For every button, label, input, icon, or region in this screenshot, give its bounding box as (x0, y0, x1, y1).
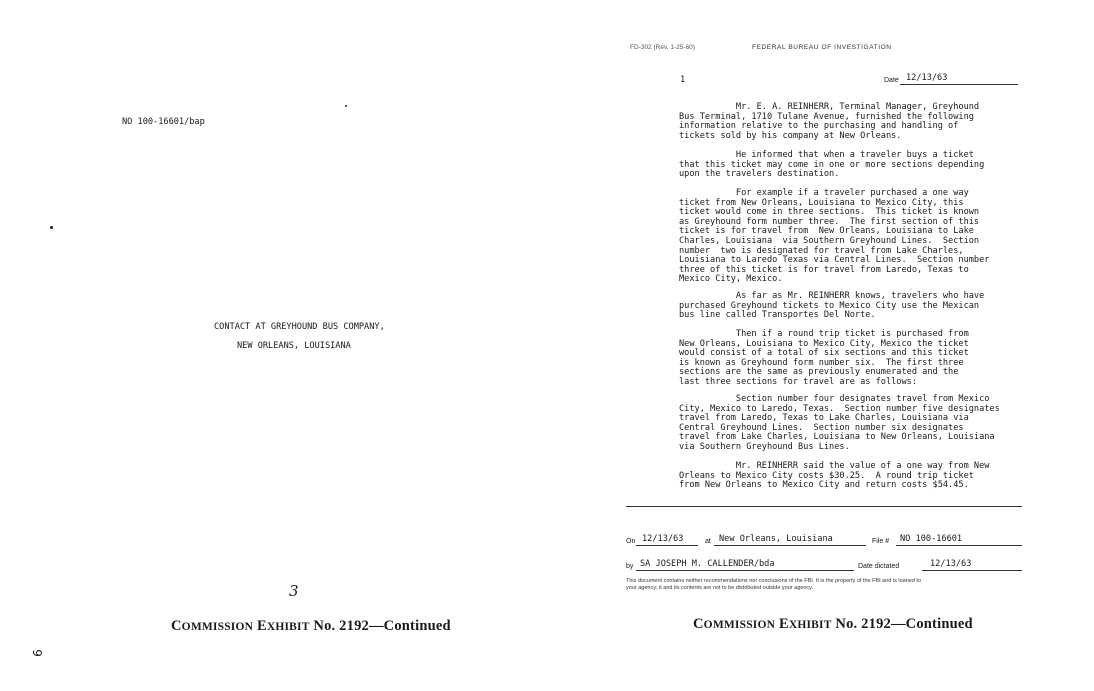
by-value: SA JOSEPH M. CALLENDER/bda (640, 559, 775, 569)
dictated-value: 12/13/63 (930, 559, 972, 569)
agency-header: FEDERAL BUREAU OF INVESTIGATION (752, 44, 892, 51)
at-underline (714, 545, 866, 546)
form-id: FD-302 (Rev. 1-25-60) (630, 44, 695, 51)
left-commission-caption: COMMISSION EXHIBIT No. 2192—Continued (171, 618, 451, 634)
on-label: On (626, 538, 636, 545)
dictated-underline (922, 570, 1022, 571)
on-underline (636, 545, 698, 546)
handwritten-page-number: 3 (289, 582, 299, 600)
dictated-label: Date dictated (858, 563, 900, 570)
at-label: at (705, 538, 711, 545)
footer-divider (626, 506, 1022, 507)
by-label: by (626, 563, 634, 570)
file-underline (896, 545, 1022, 546)
date-underline (900, 84, 1018, 85)
stray-mark (50, 226, 53, 229)
report-paragraph: Then if a round trip ticket is purchased from New Orleans, Louisiana to Mexico City, Mexico the ticket would consist of a total of six sections and this ticket is known as Greyhound form number six. The first three sections are the same as previously enumerated and the last three sections for travel are as follows: (679, 329, 969, 387)
report-paragraph: He informed that when a traveler buys a ticket that this ticket may come in one or more sections depending upon the travelers destination. (679, 150, 985, 180)
report-paragraph: Mr. E. A. REINHERR, Terminal Manager, Greyhound Bus Terminal, 1710 Tulane Avenue, furnished the following information relative to the purchasing and handling of tickets sold by his company at New Orleans. (679, 102, 980, 141)
fbi-disclaimer: This document contains neither recommendations nor conclusions of the FBI. It is the property of the FBI and is loaned to your agency; it and its contents are not to be distributed outside your agency. (626, 578, 922, 591)
report-paragraph: Mr. REINHERR said the value of a one way from New Orleans to Mexico City costs $30.25. A round trip ticket from New Orleans to Mexico City and return costs $54.45. (679, 461, 990, 491)
page-number: 1 (680, 75, 686, 85)
date-label: Date (884, 77, 899, 84)
left-file-number: NO 100-16601/bap (122, 117, 205, 127)
file-value: NO 100-16601 (900, 534, 963, 544)
report-paragraph: As far as Mr. REINHERR knows, travelers who have purchased Greyhound tickets to Mexico City use the Mexican bus line called Transportes Del Norte. (679, 291, 985, 321)
by-underline (636, 570, 854, 571)
margin-mark: 6 (30, 649, 45, 657)
left-heading-line2: NEW ORLEANS, LOUISIANA (237, 341, 351, 351)
file-label: File # (872, 538, 890, 545)
report-paragraph: Section number four designates travel from Mexico City, Mexico to Laredo, Texas. Section number five designates travel from Laredo, Texas to Lake Charles, Louisiana via Central Greyhound Lines. Section number six designates travel from Lake Charles, Louisiana to New Orleans, Louisiana via Southern Greyhound Bus Lines. (679, 394, 1000, 452)
stray-mark (345, 105, 347, 107)
date-value: 12/13/63 (906, 73, 948, 83)
report-paragraph: For example if a traveler purchased a one way ticket from New Orleans, Louisiana to Mexico City, this ticket would come in three sections. This ticket is known as Greyhound form number three. The first section of this ticket is for travel from New Orleans, Louisiana to Lake Charles, Louisiana via Southern Greyhound Lines. Section number two is designated for travel from Lake Charles, Louisiana to Laredo Texas via Central Lines. Section number three of this ticket is for travel from Laredo, Texas to Mexico City, Mexico. (679, 188, 990, 285)
left-heading-line1: CONTACT AT GREYHOUND BUS COMPANY, (214, 322, 385, 332)
right-commission-caption: COMMISSION EXHIBIT No. 2192—Continued (693, 616, 973, 632)
at-value: New Orleans, Louisiana (719, 534, 833, 544)
on-value: 12/13/63 (642, 534, 684, 544)
